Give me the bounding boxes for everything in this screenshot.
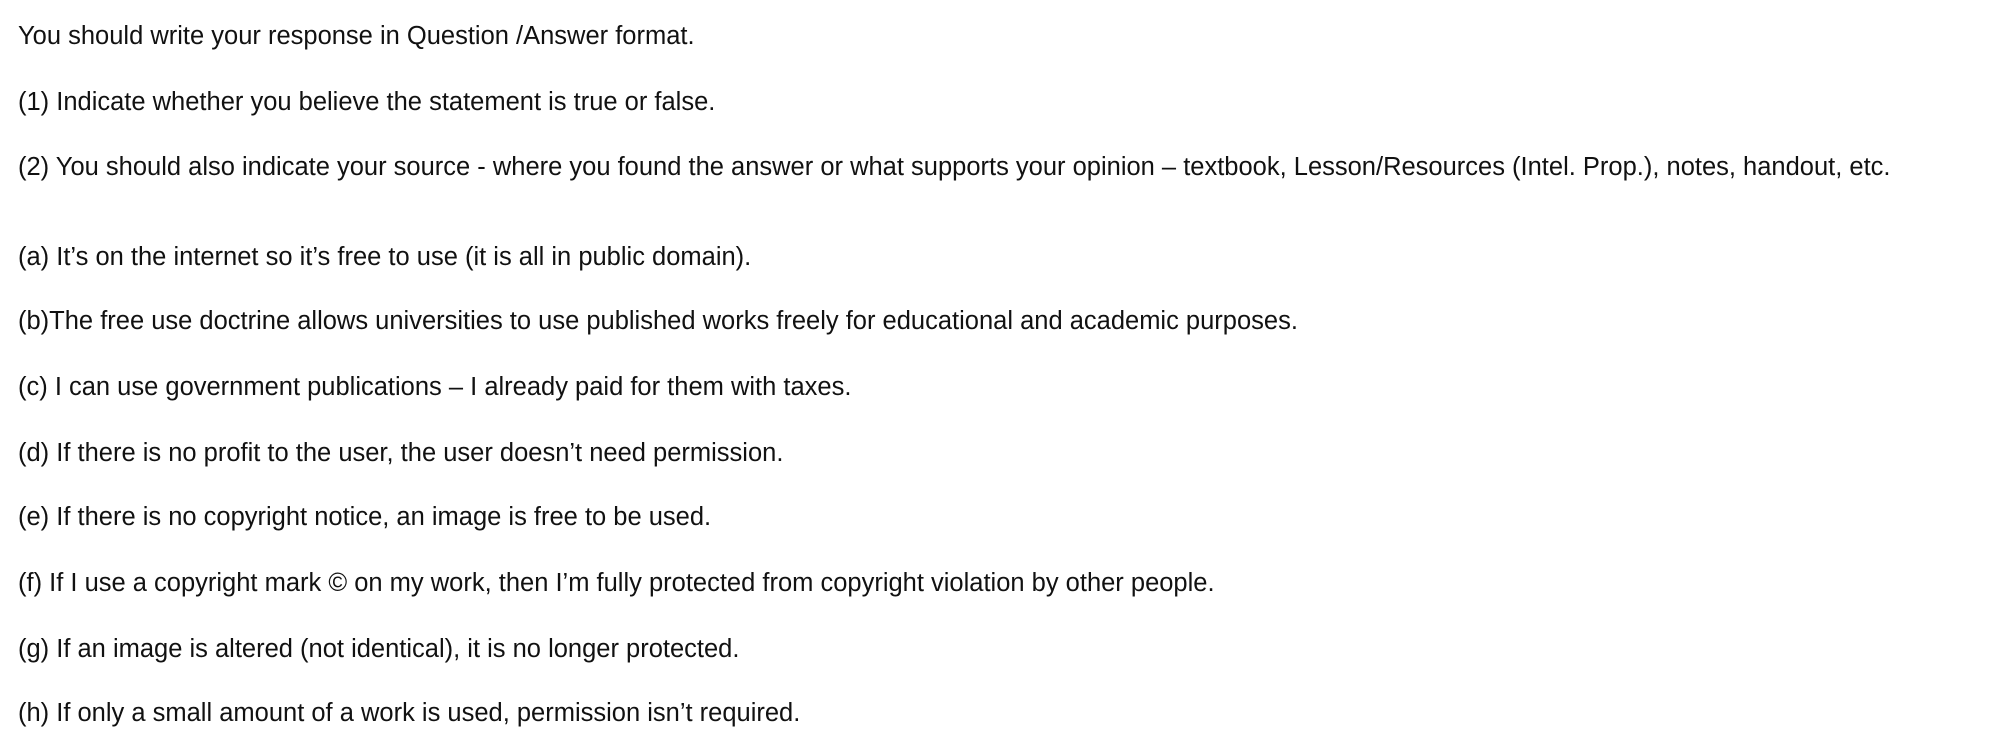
instruction-step-2: (2) You should also indicate your source - where you found the answer or what supports your opinion – textbook, Lesson/Resources (Intel. Prop.), notes, handout, etc. [18, 153, 1891, 181]
statement-a: (a) It’s on the internet so it’s free to use (it is all in public domain). [18, 243, 752, 271]
statement-g: (g) If an image is altered (not identical), it is no longer protected. [18, 635, 740, 663]
instructions-intro: You should write your response in Question /Answer format. [18, 22, 695, 50]
statement-b: (b)The free use doctrine allows universities to use published works freely for educational and academic purposes. [18, 307, 1298, 335]
instruction-step-1: (1) Indicate whether you believe the statement is true or false. [18, 88, 716, 116]
statement-d: (d) If there is no profit to the user, the user doesn’t need permission. [18, 439, 784, 467]
statement-c: (c) I can use government publications – I already paid for them with taxes. [18, 373, 852, 401]
statement-e: (e) If there is no copyright notice, an image is free to be used. [18, 503, 712, 531]
statement-h: (h) If only a small amount of a work is used, permission isn’t required. [18, 699, 801, 727]
statement-f: (f) If I use a copyright mark © on my work, then I’m fully protected from copyright violation by other people. [18, 569, 1215, 597]
